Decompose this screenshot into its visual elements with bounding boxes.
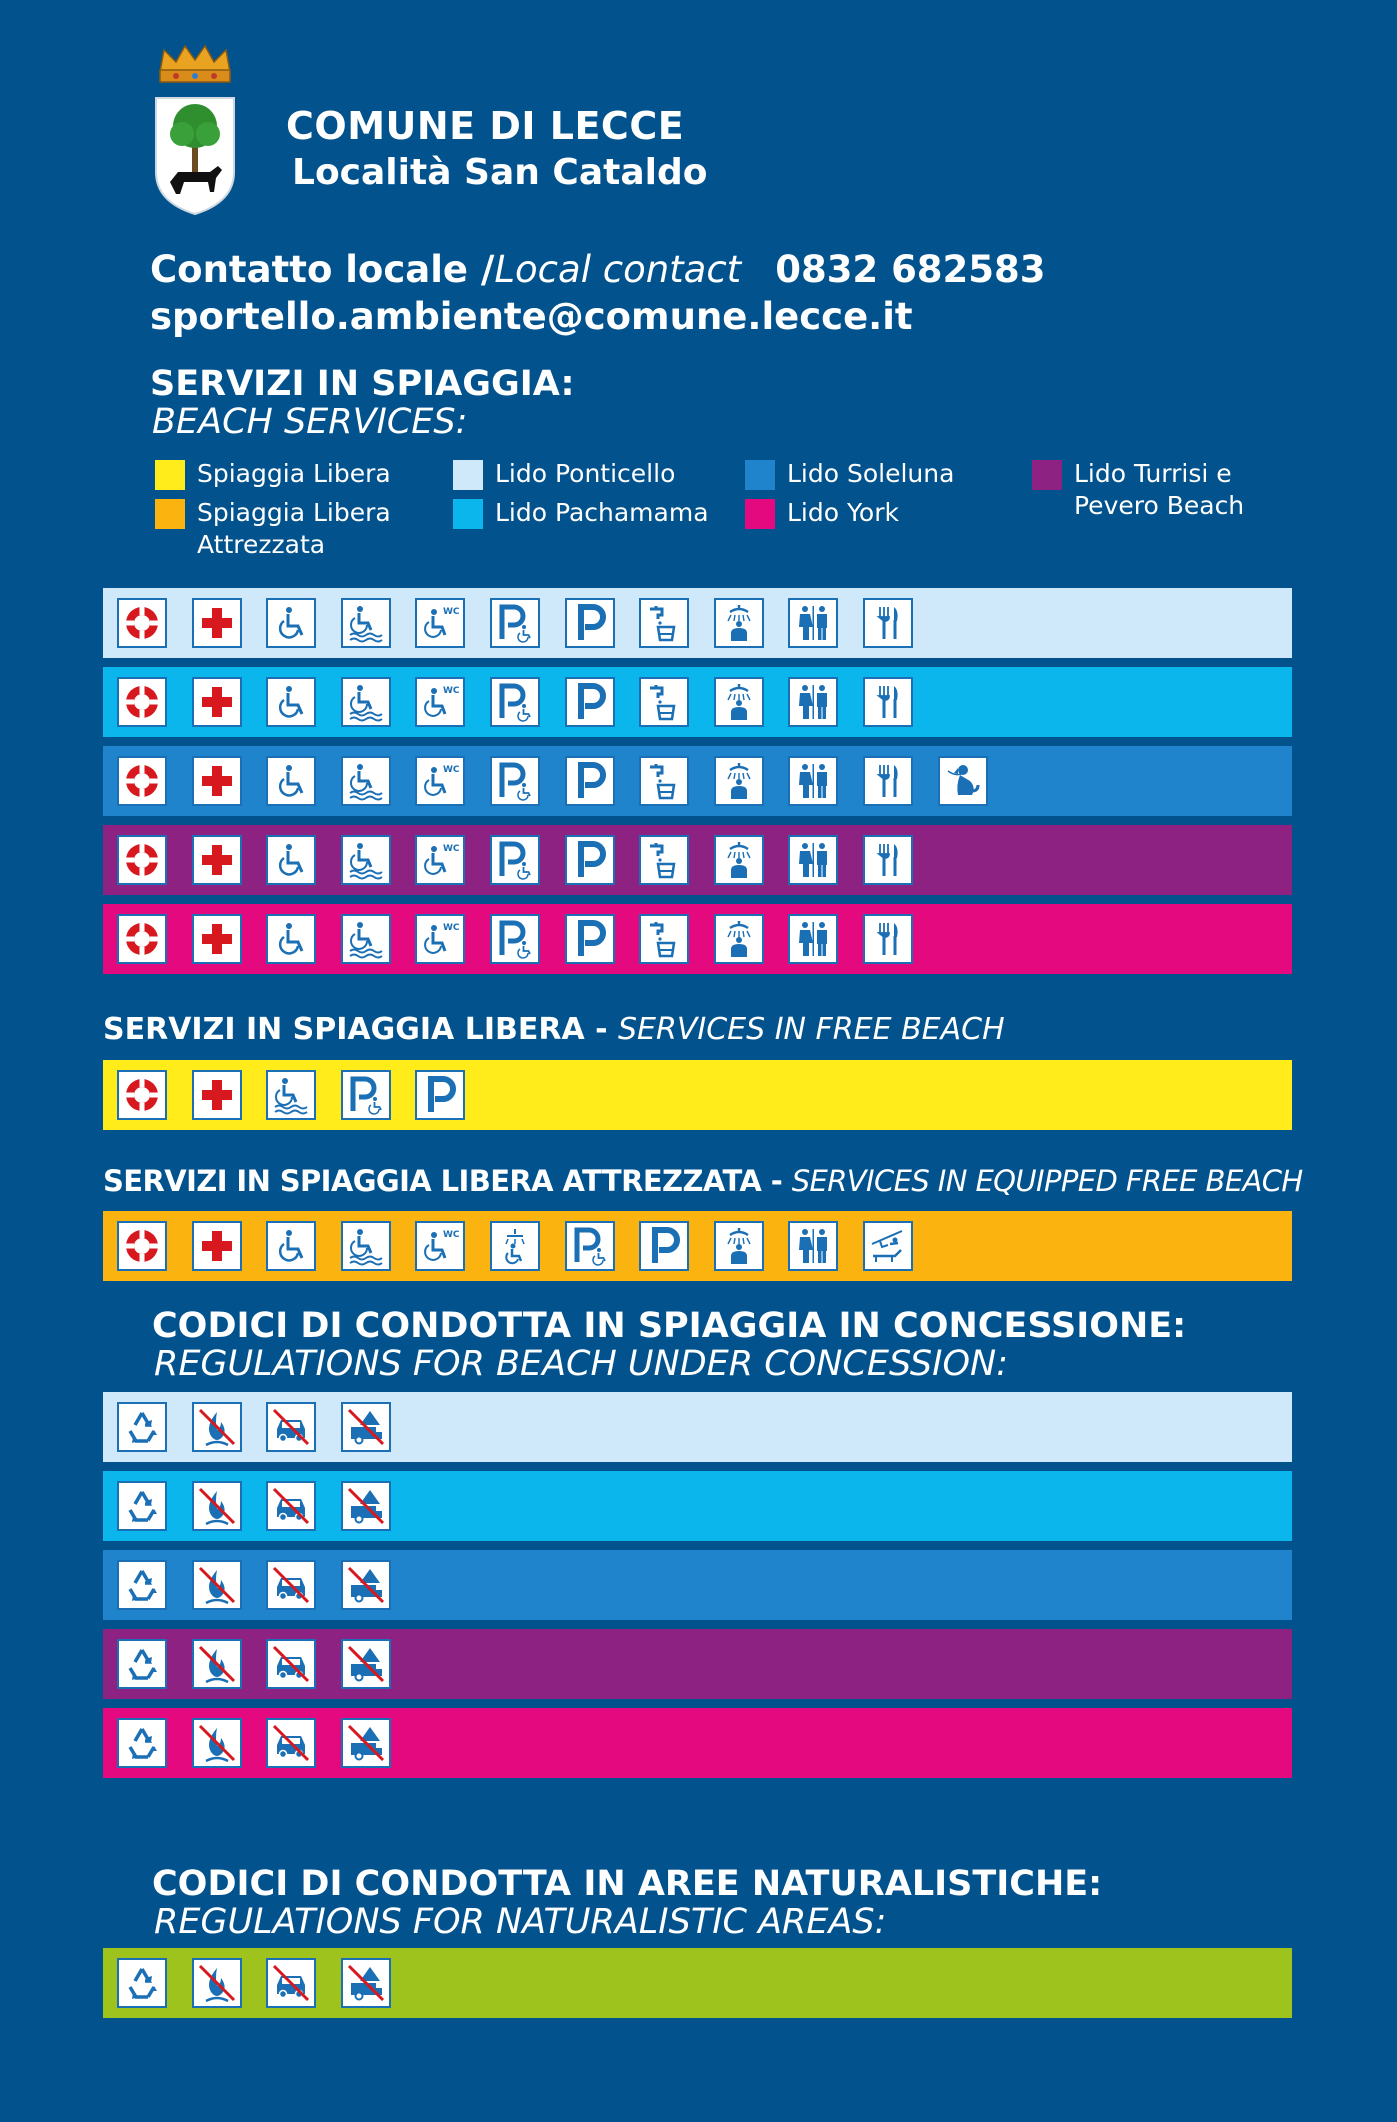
disabled-parking-icon bbox=[490, 835, 540, 885]
parking-icon bbox=[565, 756, 615, 806]
wheelchair-sea-icon bbox=[341, 598, 391, 648]
wheelchair-wc-icon bbox=[415, 598, 465, 648]
no-fire-icon bbox=[192, 1402, 242, 1452]
service-row bbox=[103, 746, 1292, 816]
shower-icon bbox=[714, 677, 764, 727]
first-aid-icon bbox=[192, 1221, 242, 1271]
contact-label: Contatto locale / bbox=[150, 248, 495, 291]
legend-label: Lido Pachamama bbox=[495, 498, 709, 527]
legend-swatch bbox=[1032, 460, 1062, 490]
svg-text:WC: WC bbox=[443, 686, 460, 696]
icon-list bbox=[117, 677, 938, 727]
disabled-parking-icon bbox=[565, 1221, 615, 1271]
water-tap-icon bbox=[639, 598, 689, 648]
contact-line bbox=[150, 248, 1046, 291]
wheelchair-sea-icon bbox=[341, 677, 391, 727]
shower-icon bbox=[714, 914, 764, 964]
no-car-icon bbox=[266, 1639, 316, 1689]
wheelchair-sea-icon bbox=[341, 835, 391, 885]
equipped-beach-title-it: SERVIZI IN SPIAGGIA LIBERA ATTREZZATA - bbox=[103, 1164, 783, 1198]
wheelchair-icon bbox=[266, 756, 316, 806]
no-car-icon bbox=[266, 1560, 316, 1610]
no-camping-icon bbox=[341, 1718, 391, 1768]
first-aid-icon bbox=[192, 835, 242, 885]
legend-swatch bbox=[745, 460, 775, 490]
parking-icon bbox=[565, 677, 615, 727]
toilet-icon bbox=[788, 756, 838, 806]
restaurant-icon bbox=[863, 677, 913, 727]
no-camping-icon bbox=[341, 1639, 391, 1689]
restaurant-icon bbox=[863, 914, 913, 964]
first-aid-icon bbox=[192, 1070, 242, 1120]
icon-list bbox=[117, 1639, 415, 1689]
wheelchair-icon bbox=[266, 835, 316, 885]
no-camping-icon bbox=[341, 1958, 391, 2008]
no-fire-icon bbox=[192, 1958, 242, 2008]
water-tap-icon bbox=[639, 835, 689, 885]
contact-phone: 0832 682583 bbox=[775, 248, 1046, 291]
toilet-icon bbox=[788, 835, 838, 885]
lifebuoy-icon bbox=[117, 1070, 167, 1120]
wheelchair-sea-icon bbox=[341, 1221, 391, 1271]
no-car-icon bbox=[266, 1402, 316, 1452]
wheelchair-wc-icon bbox=[415, 756, 465, 806]
wheelchair-sea-icon bbox=[341, 914, 391, 964]
service-row bbox=[103, 1629, 1292, 1699]
legend-label: Lido Soleluna bbox=[787, 459, 955, 488]
wheelchair-icon bbox=[266, 914, 316, 964]
wheelchair-wc-icon bbox=[415, 914, 465, 964]
wheelchair-icon bbox=[266, 1221, 316, 1271]
restaurant-icon bbox=[863, 835, 913, 885]
svg-text:WC: WC bbox=[443, 923, 460, 933]
restaurant-icon bbox=[863, 598, 913, 648]
icon-list bbox=[117, 1481, 415, 1531]
water-tap-icon bbox=[639, 677, 689, 727]
lifebuoy-icon bbox=[117, 677, 167, 727]
icon-list bbox=[117, 1070, 490, 1120]
wheelchair-icon bbox=[266, 677, 316, 727]
recycle-icon bbox=[117, 1958, 167, 2008]
service-row bbox=[103, 825, 1292, 895]
legend-swatch bbox=[745, 499, 775, 529]
water-tap-icon bbox=[639, 756, 689, 806]
svg-text:WC: WC bbox=[443, 1230, 460, 1240]
wheelchair-sea-icon bbox=[341, 756, 391, 806]
toilet-icon bbox=[788, 914, 838, 964]
natural-rules-title: CODICI DI CONDOTTA IN AREE NATURALISTICHE: bbox=[152, 1864, 1103, 1904]
legend-label: Lido Turrisi e Pevero Beach bbox=[1074, 459, 1245, 520]
services-title: SERVIZI IN SPIAGGIA: bbox=[150, 364, 575, 404]
icon-list bbox=[117, 914, 938, 964]
wheelchair-icon bbox=[266, 598, 316, 648]
first-aid-icon bbox=[192, 756, 242, 806]
wheelchair-shower-icon bbox=[490, 1221, 540, 1271]
disabled-parking-icon bbox=[490, 677, 540, 727]
equipped-beach-title bbox=[103, 1164, 1303, 1198]
service-row bbox=[103, 904, 1292, 974]
free-beach-title-it: SERVIZI IN SPIAGGIA LIBERA - bbox=[103, 1012, 608, 1047]
icon-list bbox=[117, 598, 938, 648]
service-row bbox=[103, 588, 1292, 658]
recycle-icon bbox=[117, 1560, 167, 1610]
icon-list bbox=[117, 1221, 938, 1271]
disabled-parking-icon bbox=[490, 598, 540, 648]
legend-label: Lido Ponticello bbox=[495, 459, 676, 488]
svg-text:WC: WC bbox=[443, 765, 460, 775]
toilet-icon bbox=[788, 677, 838, 727]
contact-email: sportello.ambiente@comune.lecce.it bbox=[150, 295, 913, 338]
no-fire-icon bbox=[192, 1560, 242, 1610]
first-aid-icon bbox=[192, 677, 242, 727]
icon-list bbox=[117, 756, 1012, 806]
shower-icon bbox=[714, 756, 764, 806]
no-camping-icon bbox=[341, 1560, 391, 1610]
icon-list bbox=[117, 835, 938, 885]
natural-rules-subtitle: REGULATIONS FOR NATURALISTIC AREAS: bbox=[154, 1902, 887, 1942]
no-car-icon bbox=[266, 1718, 316, 1768]
contact-label-en: Local contact bbox=[494, 248, 742, 291]
icon-list bbox=[117, 1402, 415, 1452]
service-row bbox=[103, 1550, 1292, 1620]
parking-icon bbox=[639, 1221, 689, 1271]
page-subtitle: Località San Cataldo bbox=[292, 152, 708, 193]
water-tap-icon bbox=[639, 914, 689, 964]
lifebuoy-icon bbox=[117, 1221, 167, 1271]
equipped-beach-title-en: SERVICES IN EQUIPPED FREE BEACH bbox=[791, 1164, 1303, 1198]
lifebuoy-icon bbox=[117, 914, 167, 964]
free-beach-title-en: SERVICES IN FREE BEACH bbox=[618, 1012, 1005, 1047]
icon-list bbox=[117, 1958, 415, 2008]
legend-swatch bbox=[453, 499, 483, 529]
legend-label: Lido York bbox=[787, 498, 899, 527]
recycle-icon bbox=[117, 1402, 167, 1452]
legend-label: Spiaggia Libera Attrezzata bbox=[197, 498, 391, 559]
parking-icon bbox=[565, 598, 615, 648]
legend-swatch bbox=[155, 460, 185, 490]
city-crest-icon bbox=[150, 42, 240, 220]
icon-list bbox=[117, 1560, 415, 1610]
service-row bbox=[103, 1471, 1292, 1541]
wheelchair-wc-icon bbox=[415, 677, 465, 727]
wheelchair-wc-icon bbox=[415, 1221, 465, 1271]
service-row bbox=[103, 1948, 1292, 2018]
concession-rules-subtitle: REGULATIONS FOR BEACH UNDER CONCESSION: bbox=[154, 1344, 1008, 1384]
first-aid-icon bbox=[192, 914, 242, 964]
parking-icon bbox=[415, 1070, 465, 1120]
free-beach-title bbox=[103, 1012, 1005, 1047]
concession-rules-title: CODICI DI CONDOTTA IN SPIAGGIA IN CONCESSIONE: bbox=[152, 1306, 1187, 1346]
service-row bbox=[103, 1211, 1292, 1281]
shower-icon bbox=[714, 598, 764, 648]
services-subtitle: BEACH SERVICES: bbox=[152, 402, 468, 442]
parking-icon bbox=[565, 835, 615, 885]
recycle-icon bbox=[117, 1639, 167, 1689]
wheelchair-wc-icon bbox=[415, 835, 465, 885]
lifebuoy-icon bbox=[117, 756, 167, 806]
disabled-parking-icon bbox=[490, 756, 540, 806]
service-row bbox=[103, 1392, 1292, 1462]
disabled-parking-icon bbox=[490, 914, 540, 964]
parking-icon bbox=[565, 914, 615, 964]
service-row bbox=[103, 1708, 1292, 1778]
no-fire-icon bbox=[192, 1718, 242, 1768]
icon-list bbox=[117, 1718, 415, 1768]
dog-icon bbox=[938, 756, 988, 806]
recycle-icon bbox=[117, 1718, 167, 1768]
restaurant-icon bbox=[863, 756, 913, 806]
service-row bbox=[103, 1060, 1292, 1130]
shower-icon bbox=[714, 1221, 764, 1271]
legend-swatch bbox=[155, 499, 185, 529]
no-fire-icon bbox=[192, 1639, 242, 1689]
no-camping-icon bbox=[341, 1402, 391, 1452]
sunbed-icon bbox=[863, 1221, 913, 1271]
legend-swatch bbox=[453, 460, 483, 490]
no-car-icon bbox=[266, 1958, 316, 2008]
legend-label: Spiaggia Libera bbox=[197, 459, 391, 488]
lifebuoy-icon bbox=[117, 598, 167, 648]
page-title: COMUNE DI LECCE bbox=[286, 104, 685, 148]
recycle-icon bbox=[117, 1481, 167, 1531]
first-aid-icon bbox=[192, 598, 242, 648]
lifebuoy-icon bbox=[117, 835, 167, 885]
disabled-parking-icon bbox=[341, 1070, 391, 1120]
service-row bbox=[103, 667, 1292, 737]
no-fire-icon bbox=[192, 1481, 242, 1531]
no-car-icon bbox=[266, 1481, 316, 1531]
shower-icon bbox=[714, 835, 764, 885]
svg-text:WC: WC bbox=[443, 607, 460, 617]
toilet-icon bbox=[788, 598, 838, 648]
wheelchair-sea-icon bbox=[266, 1070, 316, 1120]
no-camping-icon bbox=[341, 1481, 391, 1531]
toilet-icon bbox=[788, 1221, 838, 1271]
svg-text:WC: WC bbox=[443, 844, 460, 854]
